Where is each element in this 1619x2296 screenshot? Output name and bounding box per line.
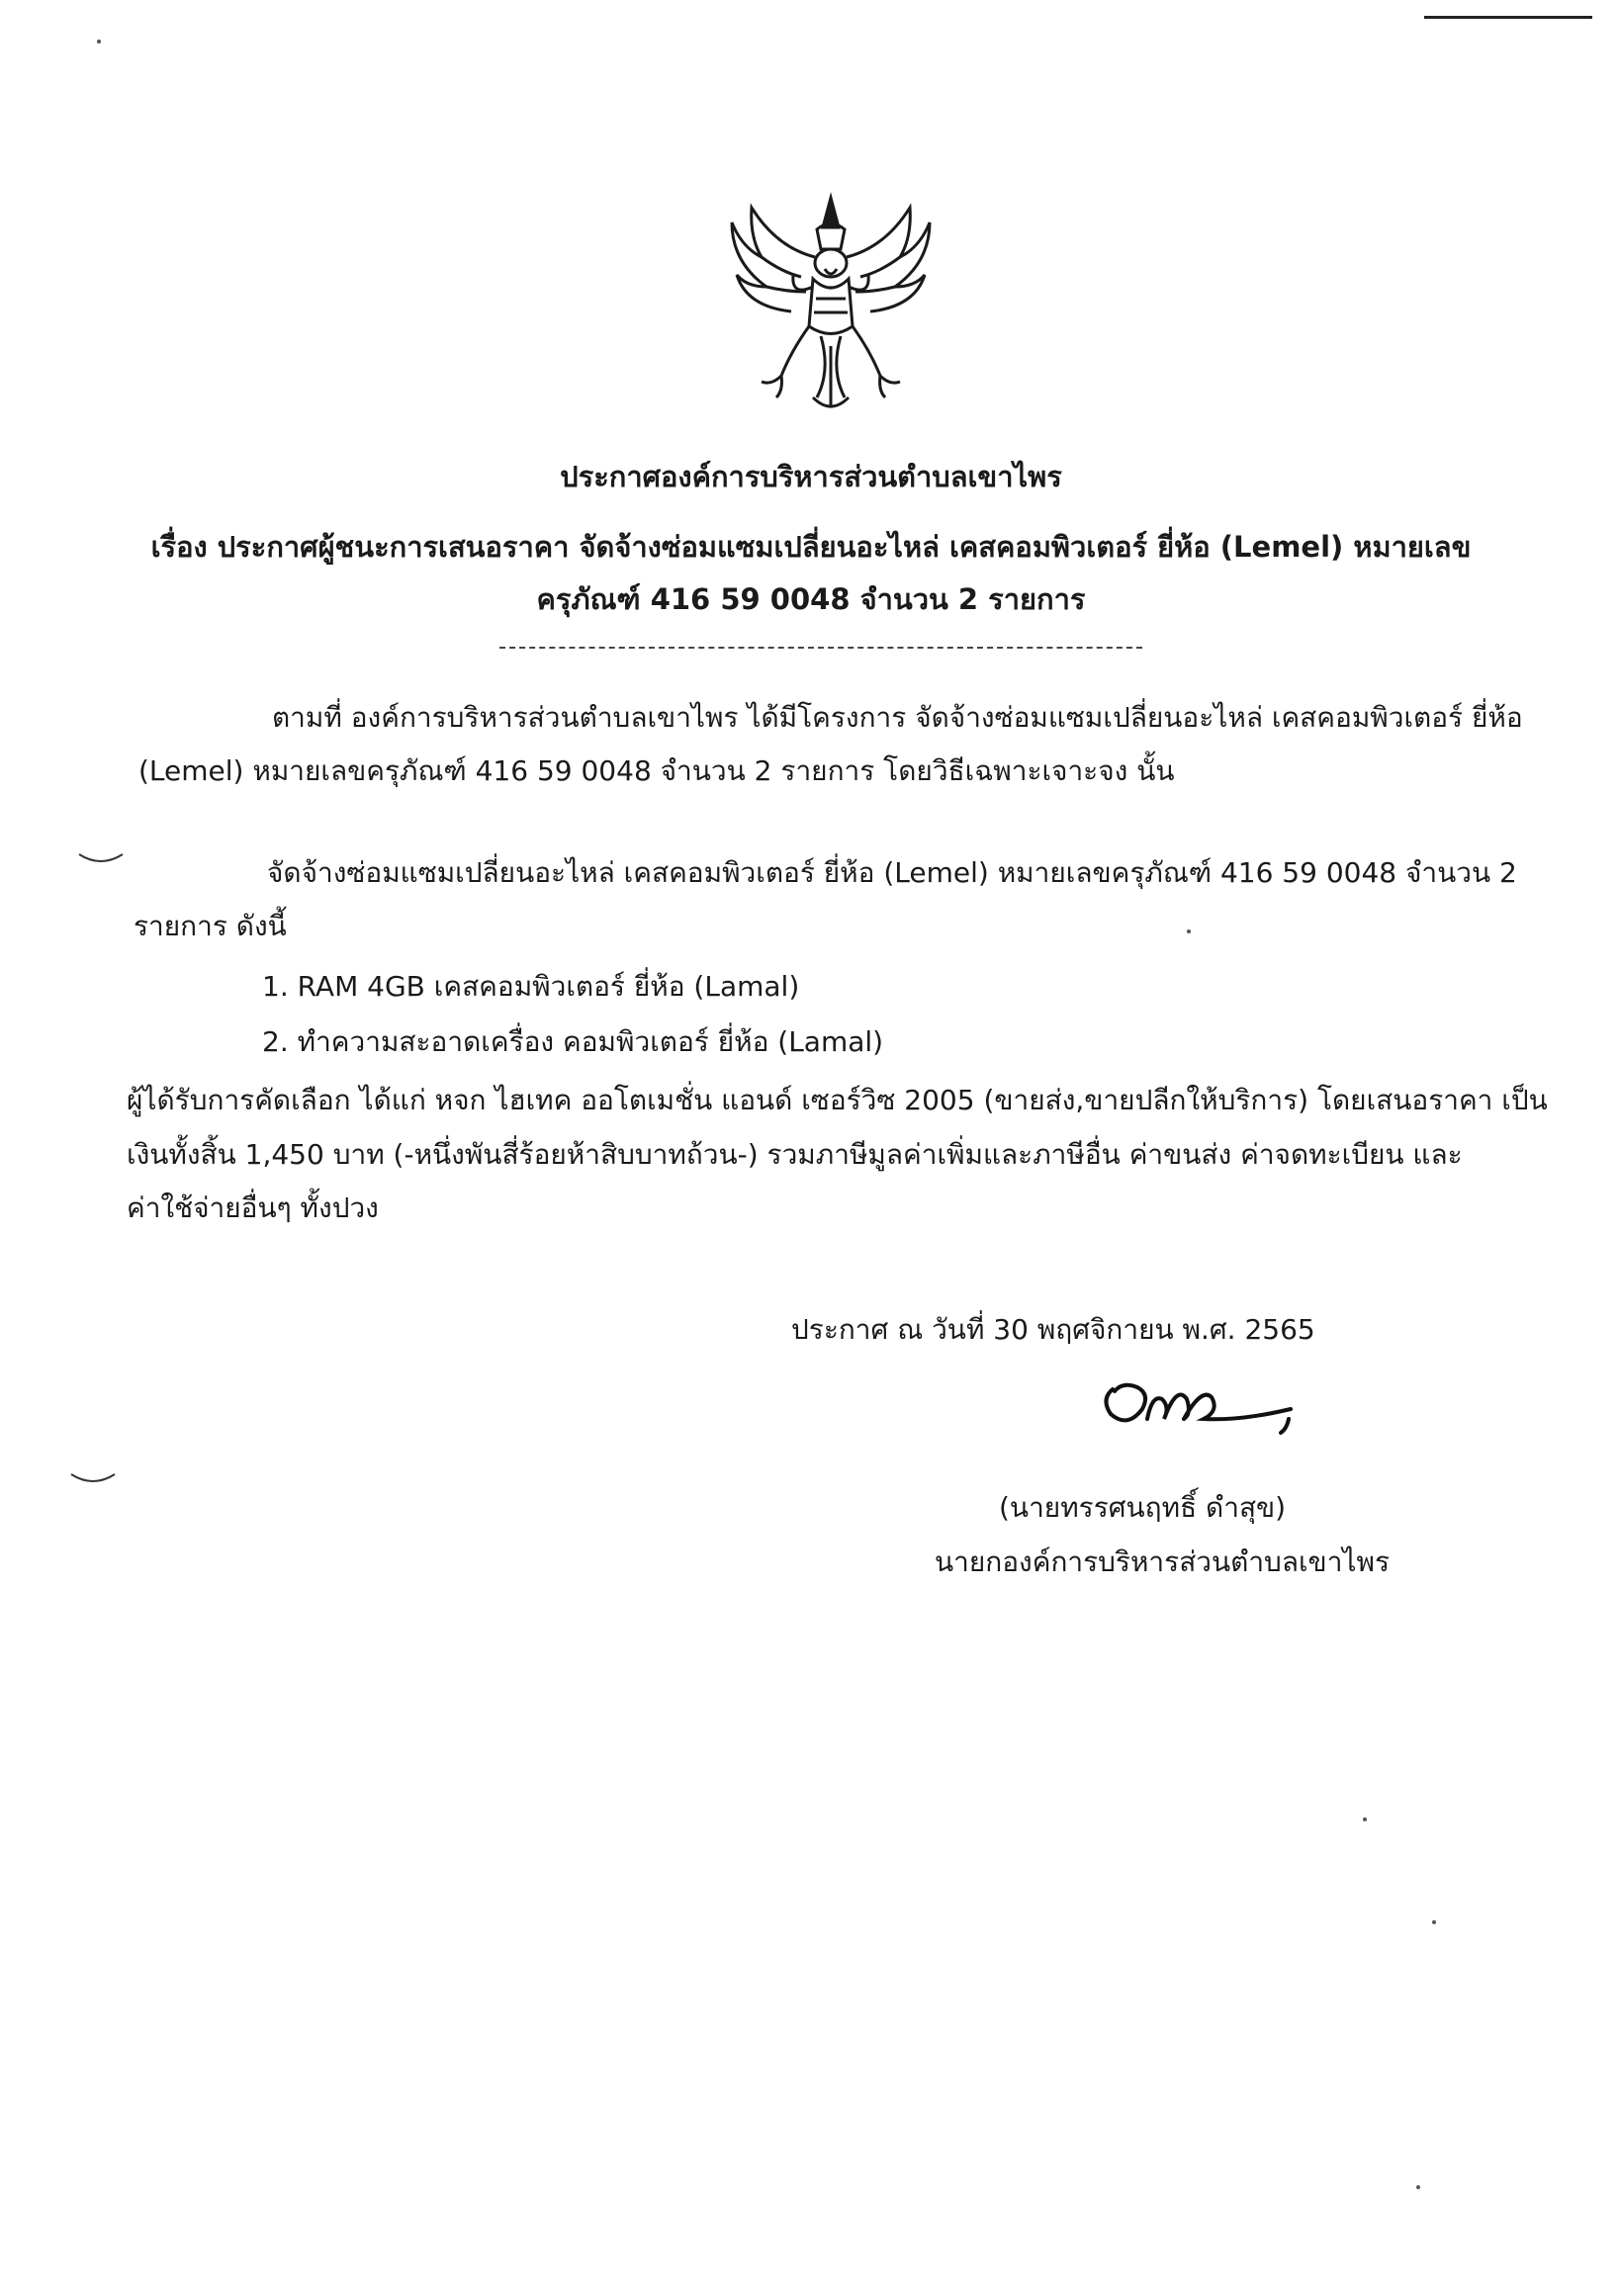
paragraph-1-line-2: (Lemel) หมายเลขครุภัณฑ์ 416 59 0048 จำนวน 2 รายการ โดยวิธีเฉพาะเจาะจง นั้น <box>138 754 1175 787</box>
handwritten-signature <box>1093 1360 1301 1449</box>
list-item-2: 2. ทำความสะอาดเครื่อง คอมพิวเตอร์ ยี่ห้อ (Lamal) <box>262 1025 884 1058</box>
scan-speck <box>1432 1920 1436 1924</box>
scan-speck <box>97 40 101 44</box>
organization-title: ประกาศองค์การบริหารส่วนตำบลเขาไพร <box>560 460 1062 493</box>
paragraph-1-line-1: ตามที่ องค์การบริหารส่วนตำบลเขาไพร ได้มีโครงการ จัดจ้างซ่อมแซมเปลี่ยนอะไหล่ เคสคอมพิวเตอร์ ยี่ห้อ <box>272 701 1523 734</box>
paragraph-3-line-2: เงินทั้งสิ้น 1,450 บาท (-หนึ่งพันสี่ร้อยห้าสิบบาทถ้วน-) รวมภาษีมูลค่าเพิ่มและภาษีอื่น ค่าขนส่ง ค่าจดทะเบียน และ <box>127 1138 1463 1171</box>
paragraph-3-line-3: ค่าใช้จ่ายอื่นๆ ทั้งปวง <box>127 1192 379 1224</box>
margin-mark <box>69 1470 117 1486</box>
separator-rule <box>499 647 1142 649</box>
margin-mark <box>77 850 125 866</box>
list-item-1: 1. RAM 4GB เคสคอมพิวเตอร์ ยี่ห้อ (Lamal) <box>262 970 800 1003</box>
signer-name: (นายทรรศนฤทธิ์ ดำสุข) <box>999 1491 1287 1524</box>
announcement-date: ประกาศ ณ วันที่ 30 พฤศจิกายน พ.ศ. 2565 <box>791 1313 1315 1346</box>
paragraph-2-line-1: จัดจ้างซ่อมแซมเปลี่ยนอะไหล่ เคสคอมพิวเตอร์ ยี่ห้อ (Lemel) หมายเลขครุภัณฑ์ 416 59 0048 จำนวน 2 <box>267 856 1517 889</box>
scan-edge-line <box>1424 16 1592 19</box>
subject-line-2: ครุภัณฑ์ 416 59 0048 จำนวน 2 รายการ <box>536 582 1086 616</box>
scan-speck <box>1416 2185 1420 2189</box>
scan-speck <box>1363 1817 1367 1821</box>
subject-line-1: เรื่อง ประกาศผู้ชนะการเสนอราคา จัดจ้างซ่อมแซมเปลี่ยนอะไหล่ เคสคอมพิวเตอร์ ยี่ห้อ (Lemel) หมายเลข <box>150 530 1472 564</box>
paragraph-2-line-2: รายการ ดังนี้ <box>134 910 287 942</box>
garuda-emblem-icon <box>722 188 940 415</box>
signer-title: นายกองค์การบริหารส่วนตำบลเขาไพร <box>935 1545 1390 1578</box>
scan-speck <box>1187 929 1191 933</box>
paragraph-3-line-1: ผู้ได้รับการคัดเลือก ได้แก่ หจก ไฮเทค ออโตเมชั่น แอนด์ เซอร์วิซ 2005 (ขายส่ง,ขายปลีกให้บริการ) โดยเสนอราคา เป็น <box>127 1084 1548 1116</box>
